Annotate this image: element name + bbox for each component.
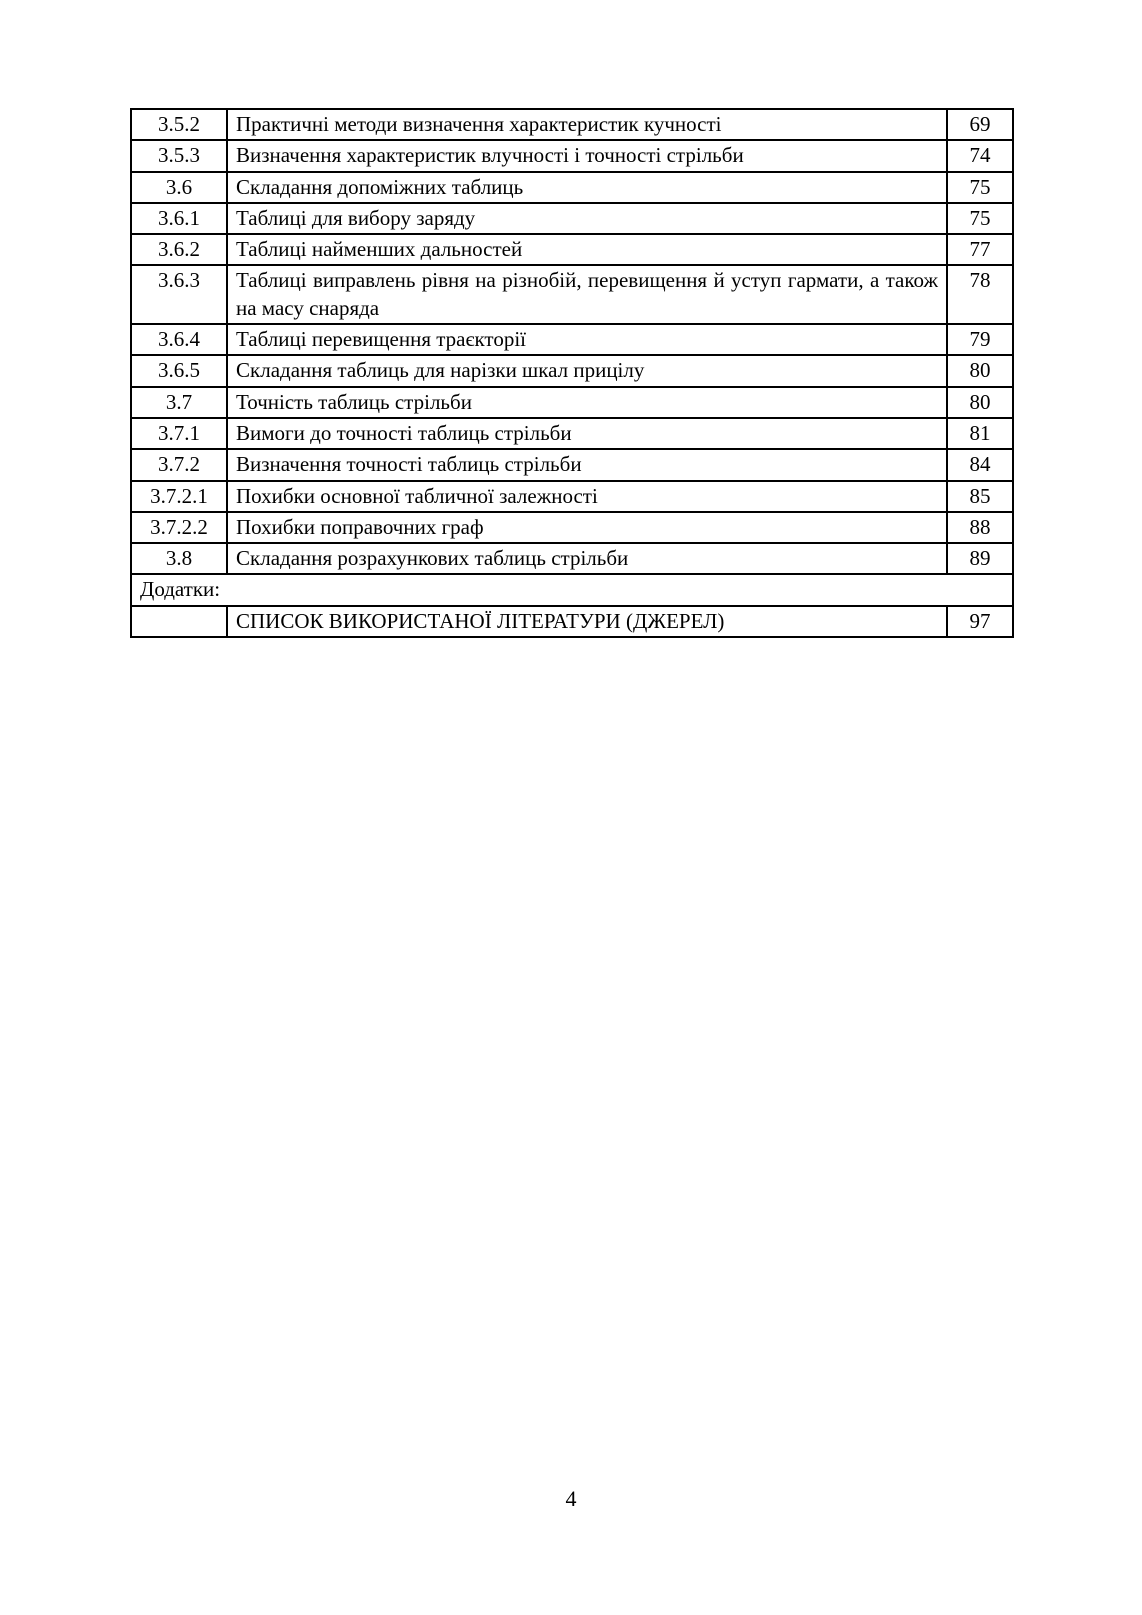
toc-entry-page: 80 bbox=[947, 387, 1013, 418]
toc-entry-title: Вимоги до точності таблиць стрільби bbox=[227, 418, 947, 449]
toc-entry-number: 3.5.2 bbox=[131, 109, 227, 140]
toc-entry-page: 81 bbox=[947, 418, 1013, 449]
toc-entry-number: 3.6.2 bbox=[131, 234, 227, 265]
toc-entry-title: Складання допоміжних таблиць bbox=[227, 172, 947, 203]
table-row bbox=[131, 543, 1013, 574]
toc-entry-page: 74 bbox=[947, 140, 1013, 171]
toc-entry-title: Складання розрахункових таблиць стрільби bbox=[227, 543, 947, 574]
table-row bbox=[131, 265, 1013, 324]
toc-entry-page: 85 bbox=[947, 481, 1013, 512]
table-row bbox=[131, 574, 1013, 605]
toc-entry-number bbox=[131, 606, 227, 637]
toc-entry-title: Похибки поправочних граф bbox=[227, 512, 947, 543]
toc-entry-title: Визначення характеристик влучності і точності стрільби bbox=[227, 140, 947, 171]
toc-entry-number: 3.8 bbox=[131, 543, 227, 574]
toc-entry-number: 3.7.1 bbox=[131, 418, 227, 449]
toc-entry-page: 97 bbox=[947, 606, 1013, 637]
toc-section-label: Додатки: bbox=[131, 574, 1013, 605]
toc-entry-number: 3.5.3 bbox=[131, 140, 227, 171]
toc-entry-number: 3.6.3 bbox=[131, 265, 227, 324]
toc-entry-number: 3.6.4 bbox=[131, 324, 227, 355]
table-row bbox=[131, 234, 1013, 265]
table-row bbox=[131, 418, 1013, 449]
toc-entry-title: Точність таблиць стрільби bbox=[227, 387, 947, 418]
table-row bbox=[131, 324, 1013, 355]
toc-entry-title: Таблиці перевищення траєкторії bbox=[227, 324, 947, 355]
toc-entry-number: 3.7.2.2 bbox=[131, 512, 227, 543]
toc-entry-title: Визначення точності таблиць стрільби bbox=[227, 449, 947, 480]
toc-entry-page: 79 bbox=[947, 324, 1013, 355]
toc-entry-page: 78 bbox=[947, 265, 1013, 324]
toc-entry-number: 3.7 bbox=[131, 387, 227, 418]
page-number: 4 bbox=[565, 1486, 577, 1511]
toc-entry-title: Таблиці виправлень рівня на різнобій, перевищення й уступ гармати, а також на масу снаряда bbox=[227, 265, 947, 324]
toc-entry-number: 3.6.1 bbox=[131, 203, 227, 234]
toc-entry-number: 3.7.2.1 bbox=[131, 481, 227, 512]
table-row bbox=[131, 512, 1013, 543]
table-row bbox=[131, 140, 1013, 171]
toc-entry-page: 77 bbox=[947, 234, 1013, 265]
table-of-contents bbox=[130, 108, 1014, 638]
toc-entry-page: 88 bbox=[947, 512, 1013, 543]
toc-entry-title: Таблиці найменших дальностей bbox=[227, 234, 947, 265]
table-row bbox=[131, 606, 1013, 637]
toc-table-body bbox=[131, 109, 1013, 637]
toc-entry-number: 3.6.5 bbox=[131, 355, 227, 386]
toc-entry-title: Практичні методи визначення характеристик кучності bbox=[227, 109, 947, 140]
toc-entry-page: 69 bbox=[947, 109, 1013, 140]
toc-entry-title: СПИСОК ВИКОРИСТАНОЇ ЛІТЕРАТУРИ (ДЖЕРЕЛ) bbox=[227, 606, 947, 637]
table-row bbox=[131, 449, 1013, 480]
toc-entry-title: Таблиці для вибору заряду bbox=[227, 203, 947, 234]
table-row bbox=[131, 481, 1013, 512]
toc-entry-title: Похибки основної табличної залежності bbox=[227, 481, 947, 512]
table-row bbox=[131, 109, 1013, 140]
toc-entry-page: 89 bbox=[947, 543, 1013, 574]
toc-entry-page: 75 bbox=[947, 172, 1013, 203]
toc-entry-page: 84 bbox=[947, 449, 1013, 480]
toc-entry-number: 3.6 bbox=[131, 172, 227, 203]
table-row bbox=[131, 172, 1013, 203]
toc-entry-title: Складання таблиць для нарізки шкал прицілу bbox=[227, 355, 947, 386]
toc-entry-page: 75 bbox=[947, 203, 1013, 234]
table-row bbox=[131, 355, 1013, 386]
toc-entry-number: 3.7.2 bbox=[131, 449, 227, 480]
table-row bbox=[131, 387, 1013, 418]
toc-entry-page: 80 bbox=[947, 355, 1013, 386]
table-row bbox=[131, 203, 1013, 234]
